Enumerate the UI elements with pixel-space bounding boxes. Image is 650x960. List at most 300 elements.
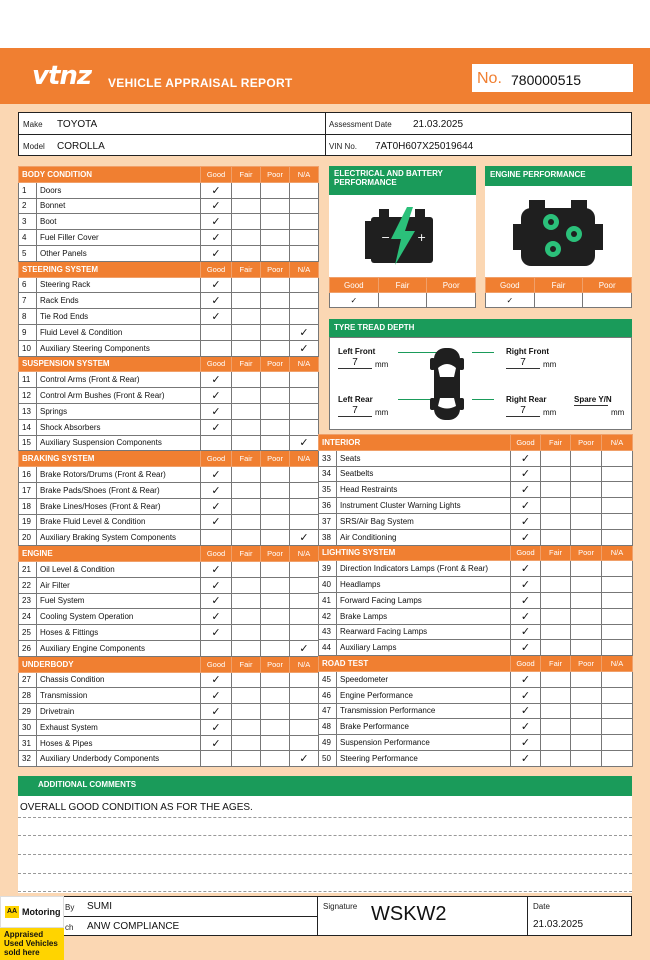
rating-cell-poor[interactable] bbox=[261, 704, 290, 720]
rating-cell-na[interactable] bbox=[290, 467, 319, 483]
rating-cell-na[interactable] bbox=[602, 513, 633, 529]
rating-cell-good[interactable] bbox=[511, 719, 541, 735]
rating-cell-poor[interactable] bbox=[261, 372, 290, 388]
rating-cell-na[interactable] bbox=[290, 230, 319, 246]
rating-cell-fair[interactable] bbox=[232, 182, 261, 198]
comment-line bbox=[18, 873, 632, 874]
rating-col-header: Good bbox=[201, 546, 232, 562]
elec-check-fair[interactable] bbox=[378, 293, 427, 308]
rating-cell-na[interactable] bbox=[602, 592, 633, 608]
check-mark-icon: ✓ bbox=[211, 579, 221, 592]
rating-cell-fair[interactable] bbox=[232, 340, 261, 356]
rating-cell-poor[interactable] bbox=[571, 577, 602, 593]
right-rear-value[interactable]: 7 bbox=[506, 405, 540, 417]
right-rear-label: Right Rear bbox=[506, 395, 547, 404]
rating-cell-na[interactable] bbox=[290, 419, 319, 435]
rating-cell-good[interactable] bbox=[201, 403, 232, 419]
rating-cell-good[interactable] bbox=[201, 324, 232, 340]
rating-cell-fair[interactable] bbox=[541, 482, 571, 498]
rating-cell-good[interactable] bbox=[201, 293, 232, 309]
rating-cell-fair[interactable] bbox=[232, 419, 261, 435]
rating-col-header: Poor bbox=[261, 546, 290, 562]
item-label: Seats bbox=[337, 450, 511, 466]
rating-cell-na[interactable] bbox=[290, 293, 319, 309]
rating-cell-na[interactable] bbox=[290, 625, 319, 641]
rating-cell-na[interactable] bbox=[290, 704, 319, 720]
rating-cell-poor[interactable] bbox=[261, 593, 290, 609]
check-mark-icon: ✓ bbox=[211, 295, 221, 308]
rating-cell-fair[interactable] bbox=[232, 719, 261, 735]
item-number: 42 bbox=[319, 608, 337, 624]
rating-cell-fair[interactable] bbox=[541, 608, 571, 624]
rating-cell-na[interactable] bbox=[290, 719, 319, 735]
rating-cell-fair[interactable] bbox=[541, 703, 571, 719]
rating-cell-good[interactable] bbox=[511, 640, 541, 656]
rating-cell-poor[interactable] bbox=[261, 498, 290, 514]
electrical-rating bbox=[329, 277, 476, 308]
rating-cell-poor[interactable] bbox=[261, 293, 290, 309]
rating-cell-fair[interactable] bbox=[541, 450, 571, 466]
item-number: 12 bbox=[19, 388, 37, 404]
rating-cell-good[interactable] bbox=[201, 277, 232, 293]
elec-check-poor[interactable] bbox=[427, 293, 476, 308]
item-number: 39 bbox=[319, 561, 337, 577]
rating-cell-good[interactable] bbox=[511, 687, 541, 703]
rating-cell-poor[interactable] bbox=[261, 625, 290, 641]
item-number: 16 bbox=[19, 467, 37, 483]
rating-cell-poor[interactable] bbox=[261, 198, 290, 214]
rating-cell-fair[interactable] bbox=[541, 466, 571, 482]
rating-cell-na[interactable] bbox=[290, 245, 319, 261]
rating-cell-good[interactable] bbox=[201, 182, 232, 198]
check-mark-icon: ✓ bbox=[520, 468, 531, 481]
table-row bbox=[19, 403, 319, 419]
rating-cell-na[interactable] bbox=[290, 530, 319, 546]
rating-cell-na[interactable] bbox=[290, 214, 319, 230]
rating-cell-fair[interactable] bbox=[232, 324, 261, 340]
rating-cell-good[interactable] bbox=[201, 340, 232, 356]
rating-cell-good[interactable] bbox=[201, 704, 232, 720]
spare-value[interactable] bbox=[574, 405, 608, 406]
elec-check-good[interactable] bbox=[330, 293, 379, 308]
rating-cell-fair[interactable] bbox=[232, 514, 261, 530]
rating-cell-poor[interactable] bbox=[261, 688, 290, 704]
rating-cell-fair[interactable] bbox=[232, 388, 261, 404]
rating-cell-na[interactable] bbox=[602, 750, 633, 766]
rating-cell-na[interactable] bbox=[290, 640, 319, 656]
rating-cell-na[interactable] bbox=[290, 482, 319, 498]
item-number: 46 bbox=[319, 687, 337, 703]
rating-cell-poor[interactable] bbox=[261, 735, 290, 751]
rating-cell-poor[interactable] bbox=[571, 687, 602, 703]
item-number: 27 bbox=[19, 672, 37, 688]
left-rear-value[interactable]: 7 bbox=[338, 405, 372, 417]
check-mark-icon: ✓ bbox=[211, 279, 221, 292]
rating-cell-poor[interactable] bbox=[261, 214, 290, 230]
rating-cell-good[interactable] bbox=[201, 245, 232, 261]
rating-cell-poor[interactable] bbox=[261, 435, 290, 451]
rating-cell-poor[interactable] bbox=[571, 640, 602, 656]
item-label: Brake Fluid Level & Condition bbox=[37, 514, 201, 530]
item-label: Cooling System Operation bbox=[37, 609, 201, 625]
rating-cell-fair[interactable] bbox=[232, 482, 261, 498]
rating-cell-fair[interactable] bbox=[541, 498, 571, 514]
electrical-header: ELECTRICAL AND BATTERY PERFORMANCE bbox=[329, 166, 476, 195]
rating-cell-poor[interactable] bbox=[261, 309, 290, 325]
rating-cell-fair[interactable] bbox=[232, 625, 261, 641]
rating-cell-fair[interactable] bbox=[541, 592, 571, 608]
rating-cell-good[interactable] bbox=[201, 609, 232, 625]
table-row bbox=[319, 735, 633, 751]
rating-cell-na[interactable] bbox=[602, 577, 633, 593]
rating-cell-good[interactable] bbox=[511, 561, 541, 577]
check-mark-icon: ✓ bbox=[520, 531, 531, 544]
rating-cell-fair[interactable] bbox=[232, 751, 261, 767]
item-label: Brake Lines/Hoses (Front & Rear) bbox=[37, 498, 201, 514]
rating-cell-fair[interactable] bbox=[541, 624, 571, 640]
rating-cell-poor[interactable] bbox=[571, 592, 602, 608]
rating-cell-na[interactable] bbox=[290, 182, 319, 198]
rating-col-header: Good bbox=[511, 435, 541, 451]
eng-check-good[interactable] bbox=[486, 293, 535, 308]
check-mark-icon: ✓ bbox=[520, 721, 531, 734]
section-header bbox=[19, 656, 319, 672]
check-mark-icon: ✓ bbox=[211, 232, 221, 245]
rating-cell-good[interactable] bbox=[511, 750, 541, 766]
rating-cell-na[interactable] bbox=[602, 466, 633, 482]
rating-cell-na[interactable] bbox=[290, 672, 319, 688]
rating-cell-good[interactable] bbox=[201, 640, 232, 656]
rating-cell-good[interactable] bbox=[201, 372, 232, 388]
rating-cell-poor[interactable] bbox=[261, 467, 290, 483]
check-mark-icon: ✓ bbox=[211, 674, 221, 687]
rating-cell-na[interactable] bbox=[290, 340, 319, 356]
rating-cell-na[interactable] bbox=[290, 388, 319, 404]
item-label: Steering Rack bbox=[37, 277, 201, 293]
rating-cell-good[interactable] bbox=[201, 498, 232, 514]
item-number: 47 bbox=[319, 703, 337, 719]
rating-cell-na[interactable] bbox=[602, 482, 633, 498]
rating-cell-poor[interactable] bbox=[261, 230, 290, 246]
right-front-value[interactable]: 7 bbox=[506, 357, 540, 369]
rating-cell-poor[interactable] bbox=[261, 561, 290, 577]
rating-cell-poor[interactable] bbox=[261, 482, 290, 498]
rating-cell-poor[interactable] bbox=[261, 577, 290, 593]
rating-cell-fair[interactable] bbox=[541, 577, 571, 593]
rating-cell-fair[interactable] bbox=[232, 593, 261, 609]
rating-cell-poor[interactable] bbox=[571, 624, 602, 640]
rating-cell-good[interactable] bbox=[201, 577, 232, 593]
rating-cell-fair[interactable] bbox=[232, 609, 261, 625]
rating-cell-poor[interactable] bbox=[261, 340, 290, 356]
rating-cell-poor[interactable] bbox=[571, 750, 602, 766]
rating-cell-na[interactable] bbox=[290, 593, 319, 609]
rating-cell-na[interactable] bbox=[290, 372, 319, 388]
rating-cell-good[interactable] bbox=[201, 688, 232, 704]
rating-cell-na[interactable] bbox=[290, 514, 319, 530]
rating-cell-poor[interactable] bbox=[261, 245, 290, 261]
rating-cell-na[interactable] bbox=[290, 751, 319, 767]
vin-value: 7AT0H607X25019644 bbox=[375, 141, 474, 152]
right-checklist bbox=[318, 434, 633, 767]
rating-cell-poor[interactable] bbox=[261, 277, 290, 293]
signature: WSKW2 bbox=[371, 903, 447, 925]
rating-cell-good[interactable] bbox=[201, 593, 232, 609]
rating-cell-fair[interactable] bbox=[541, 735, 571, 751]
rating-cell-poor[interactable] bbox=[261, 403, 290, 419]
rating-cell-fair[interactable] bbox=[232, 561, 261, 577]
rating-cell-good[interactable] bbox=[511, 513, 541, 529]
rating-cell-poor[interactable] bbox=[261, 640, 290, 656]
comment-line bbox=[18, 891, 632, 892]
rating-cell-poor[interactable] bbox=[261, 324, 290, 340]
check-mark-icon: ✓ bbox=[520, 484, 531, 497]
rating-col-header: Fair bbox=[541, 656, 571, 672]
rating-col-header: Fair bbox=[232, 546, 261, 562]
rating-cell-fair[interactable] bbox=[232, 640, 261, 656]
rating-cell-fair[interactable] bbox=[541, 750, 571, 766]
rating-cell-fair[interactable] bbox=[541, 671, 571, 687]
rating-cell-na[interactable] bbox=[602, 735, 633, 751]
rating-cell-fair[interactable] bbox=[232, 688, 261, 704]
eng-check-poor[interactable] bbox=[583, 293, 632, 308]
rating-cell-poor[interactable] bbox=[571, 608, 602, 624]
rating-cell-na[interactable] bbox=[290, 735, 319, 751]
rating-cell-poor[interactable] bbox=[571, 450, 602, 466]
check-mark-icon: ✓ bbox=[211, 611, 221, 624]
section-title: INTERIOR bbox=[319, 435, 511, 451]
rating-cell-na[interactable] bbox=[290, 609, 319, 625]
table-row bbox=[19, 577, 319, 593]
rating-col-header: Good bbox=[511, 656, 541, 672]
item-number: 30 bbox=[19, 719, 37, 735]
rating-cell-good[interactable] bbox=[201, 625, 232, 641]
rating-cell-good[interactable] bbox=[511, 498, 541, 514]
rating-cell-na[interactable] bbox=[290, 403, 319, 419]
rating-cell-na[interactable] bbox=[602, 498, 633, 514]
rating-col-header: Fair bbox=[232, 356, 261, 372]
item-label: Auxiliary Lamps bbox=[337, 640, 511, 656]
table-row bbox=[19, 561, 319, 577]
rating-cell-good[interactable] bbox=[511, 529, 541, 545]
rating-cell-na[interactable] bbox=[290, 198, 319, 214]
rating-cell-na[interactable] bbox=[290, 561, 319, 577]
check-mark-icon: ✓ bbox=[211, 721, 221, 734]
rating-cell-na[interactable] bbox=[602, 561, 633, 577]
rating-cell-na[interactable] bbox=[290, 435, 319, 451]
rating-cell-fair[interactable] bbox=[232, 230, 261, 246]
rating-cell-fair[interactable] bbox=[232, 704, 261, 720]
rating-cell-good[interactable] bbox=[511, 482, 541, 498]
rating-cell-fair[interactable] bbox=[232, 403, 261, 419]
rating-cell-fair[interactable] bbox=[541, 561, 571, 577]
item-number: 40 bbox=[319, 577, 337, 593]
item-number: 38 bbox=[319, 529, 337, 545]
signature-label: Signature bbox=[323, 902, 358, 911]
rating-cell-good[interactable] bbox=[201, 719, 232, 735]
rating-cell-poor[interactable] bbox=[261, 751, 290, 767]
rating-cell-fair[interactable] bbox=[232, 277, 261, 293]
badge-line-3: sold here bbox=[4, 948, 40, 957]
check-mark-icon: ✓ bbox=[299, 326, 309, 339]
table-row bbox=[19, 340, 319, 356]
rating-cell-good[interactable] bbox=[511, 624, 541, 640]
rating-cell-good[interactable] bbox=[201, 482, 232, 498]
rating-cell-fair[interactable] bbox=[541, 719, 571, 735]
rating-cell-good[interactable] bbox=[511, 735, 541, 751]
vin-label: VIN No. bbox=[329, 142, 358, 151]
rating-cell-na[interactable] bbox=[290, 498, 319, 514]
rating-cell-fair[interactable] bbox=[232, 672, 261, 688]
rating-cell-na[interactable] bbox=[290, 309, 319, 325]
arrow-right-rear bbox=[472, 399, 494, 400]
rating-cell-na[interactable] bbox=[602, 529, 633, 545]
comments-text[interactable]: OVERALL GOOD CONDITION AS FOR THE AGES. bbox=[20, 802, 253, 813]
rating-cell-poor[interactable] bbox=[571, 735, 602, 751]
rating-cell-fair[interactable] bbox=[232, 293, 261, 309]
table-row bbox=[19, 467, 319, 483]
rating-cell-poor[interactable] bbox=[571, 513, 602, 529]
rating-cell-good[interactable] bbox=[201, 435, 232, 451]
rating-cell-good[interactable] bbox=[201, 530, 232, 546]
rating-cell-good[interactable] bbox=[201, 514, 232, 530]
check-mark-icon: ✓ bbox=[520, 626, 531, 639]
rating-cell-na[interactable] bbox=[602, 719, 633, 735]
table-row bbox=[19, 482, 319, 498]
rating-cell-good[interactable] bbox=[201, 467, 232, 483]
rating-cell-poor[interactable] bbox=[261, 530, 290, 546]
rating-cell-poor[interactable] bbox=[571, 703, 602, 719]
item-label: Auxiliary Engine Components bbox=[37, 640, 201, 656]
rating-cell-na[interactable] bbox=[602, 687, 633, 703]
rating-cell-fair[interactable] bbox=[232, 498, 261, 514]
item-number: 43 bbox=[319, 624, 337, 640]
rating-cell-poor[interactable] bbox=[261, 419, 290, 435]
rating-cell-na[interactable] bbox=[602, 640, 633, 656]
item-number: 20 bbox=[19, 530, 37, 546]
table-row bbox=[19, 388, 319, 404]
rating-cell-good[interactable] bbox=[511, 608, 541, 624]
rating-cell-fair[interactable] bbox=[232, 735, 261, 751]
rating-cell-good[interactable] bbox=[201, 561, 232, 577]
rating-cell-na[interactable] bbox=[290, 277, 319, 293]
eng-col-poor: Poor bbox=[583, 278, 632, 293]
rating-cell-fair[interactable] bbox=[232, 577, 261, 593]
rating-cell-poor[interactable] bbox=[571, 529, 602, 545]
rating-cell-good[interactable] bbox=[201, 230, 232, 246]
rating-col-header: N/A bbox=[290, 656, 319, 672]
rating-cell-na[interactable] bbox=[290, 324, 319, 340]
engine-icon-area bbox=[485, 186, 632, 277]
rating-cell-good[interactable] bbox=[511, 592, 541, 608]
rating-cell-poor[interactable] bbox=[571, 466, 602, 482]
report-number-label: No. bbox=[477, 70, 502, 87]
rating-cell-fair[interactable] bbox=[232, 530, 261, 546]
rating-cell-poor[interactable] bbox=[571, 561, 602, 577]
rating-cell-good[interactable] bbox=[201, 198, 232, 214]
rating-col-header: Good bbox=[201, 356, 232, 372]
rating-cell-fair[interactable] bbox=[541, 640, 571, 656]
rating-cell-fair[interactable] bbox=[232, 245, 261, 261]
rating-cell-na[interactable] bbox=[602, 624, 633, 640]
aa-badge-top bbox=[0, 896, 64, 928]
aa-brand: Motoring bbox=[22, 907, 61, 917]
rating-cell-fair[interactable] bbox=[232, 435, 261, 451]
rating-cell-poor[interactable] bbox=[261, 719, 290, 735]
rating-cell-fair[interactable] bbox=[541, 513, 571, 529]
table-row bbox=[319, 640, 633, 656]
left-rear-label: Left Rear bbox=[338, 395, 373, 404]
rating-cell-fair[interactable] bbox=[232, 214, 261, 230]
rating-col-header: Poor bbox=[571, 656, 602, 672]
rating-cell-poor[interactable] bbox=[261, 388, 290, 404]
rating-cell-good[interactable] bbox=[511, 466, 541, 482]
rating-cell-good[interactable] bbox=[201, 388, 232, 404]
rating-cell-na[interactable] bbox=[602, 608, 633, 624]
check-mark-icon: ✓ bbox=[520, 563, 531, 576]
table-row bbox=[19, 214, 319, 230]
rating-cell-poor[interactable] bbox=[571, 482, 602, 498]
item-number: 28 bbox=[19, 688, 37, 704]
item-number: 33 bbox=[319, 450, 337, 466]
rating-cell-good[interactable] bbox=[511, 703, 541, 719]
rating-cell-good[interactable] bbox=[511, 671, 541, 687]
rating-cell-good[interactable] bbox=[201, 735, 232, 751]
eng-check-fair[interactable] bbox=[534, 293, 583, 308]
rating-cell-poor[interactable] bbox=[261, 609, 290, 625]
item-number: 5 bbox=[19, 245, 37, 261]
item-number: 11 bbox=[19, 372, 37, 388]
rating-cell-good[interactable] bbox=[511, 577, 541, 593]
table-row bbox=[19, 735, 319, 751]
rating-cell-poor[interactable] bbox=[261, 672, 290, 688]
rating-col-header: Good bbox=[201, 451, 232, 467]
rating-cell-good[interactable] bbox=[201, 309, 232, 325]
rating-cell-na[interactable] bbox=[290, 577, 319, 593]
rating-cell-poor[interactable] bbox=[571, 719, 602, 735]
left-rear-unit: mm bbox=[375, 408, 389, 417]
rating-cell-na[interactable] bbox=[602, 703, 633, 719]
left-front-value[interactable]: 7 bbox=[338, 357, 372, 369]
rating-cell-good[interactable] bbox=[201, 672, 232, 688]
rating-cell-poor[interactable] bbox=[261, 182, 290, 198]
eng-col-good: Good bbox=[486, 278, 535, 293]
rating-cell-poor[interactable] bbox=[571, 498, 602, 514]
rating-cell-na[interactable] bbox=[602, 450, 633, 466]
rating-cell-good[interactable] bbox=[201, 751, 232, 767]
rating-cell-fair[interactable] bbox=[232, 309, 261, 325]
rating-cell-poor[interactable] bbox=[261, 514, 290, 530]
elec-col-good: Good bbox=[330, 278, 379, 293]
rating-cell-good[interactable] bbox=[511, 450, 541, 466]
rating-cell-na[interactable] bbox=[290, 688, 319, 704]
table-row bbox=[19, 324, 319, 340]
rating-cell-fair[interactable] bbox=[541, 529, 571, 545]
rating-cell-good[interactable] bbox=[201, 419, 232, 435]
rating-cell-fair[interactable] bbox=[232, 372, 261, 388]
item-label: Rearward Facing Lamps bbox=[337, 624, 511, 640]
item-label: Bonnet bbox=[37, 198, 201, 214]
rating-cell-fair[interactable] bbox=[232, 198, 261, 214]
rating-cell-na[interactable] bbox=[602, 671, 633, 687]
rating-cell-fair[interactable] bbox=[541, 687, 571, 703]
table-row bbox=[19, 309, 319, 325]
rating-cell-good[interactable] bbox=[201, 214, 232, 230]
section-title: SUSPENSION SYSTEM bbox=[19, 356, 201, 372]
rating-col-header: Poor bbox=[261, 451, 290, 467]
rating-cell-fair[interactable] bbox=[232, 467, 261, 483]
rating-cell-poor[interactable] bbox=[571, 671, 602, 687]
